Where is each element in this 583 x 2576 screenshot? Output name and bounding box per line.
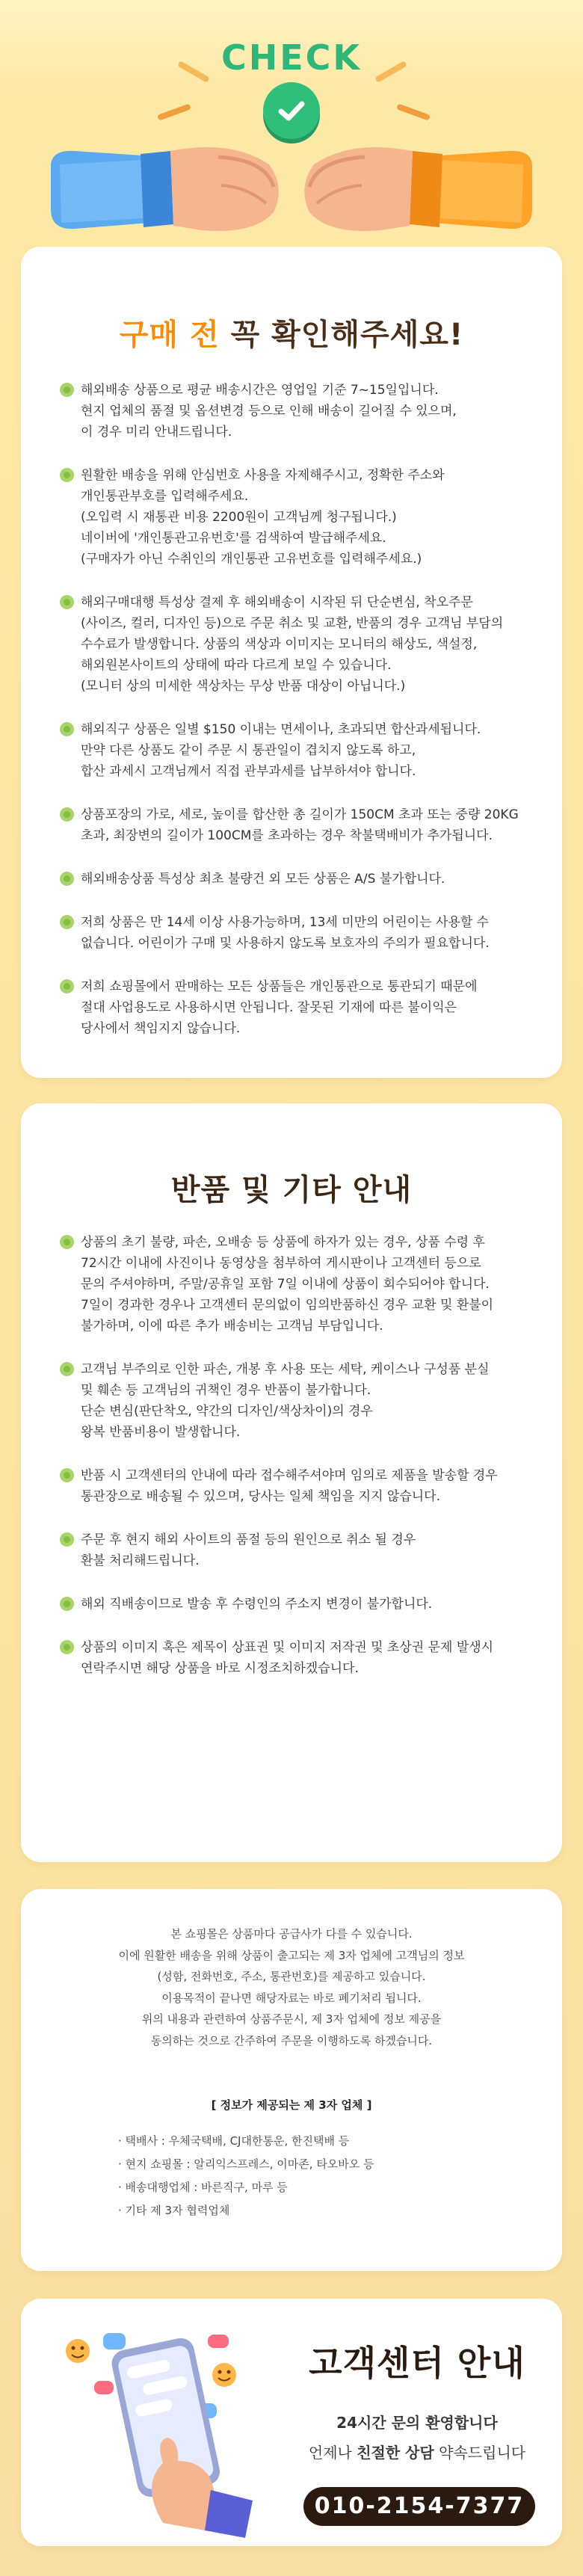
list-item: 해외직구 상품은 일별 $150 이내는 면세이나, 초과되면 합산과세됩니다. 만약 다른 상품도 같이 주문 시 통관일이 겹치지 않도록 하고, 합산 과세시 고객님께서 직접 관부과세를 납부하셔야 합니다.	[66, 719, 529, 782]
bullet-icon	[60, 872, 74, 886]
bullet-icon	[60, 595, 74, 609]
return-policy-title: 반품 및 기타 안내	[170, 1173, 413, 1207]
bullet-icon	[60, 722, 74, 736]
purchase-notice-card	[21, 247, 562, 1078]
bullet-icon	[60, 915, 74, 929]
privacy-notice-card	[21, 1889, 562, 2271]
return-policy-list	[66, 1232, 529, 1701]
purchase-notice-list	[66, 380, 529, 1061]
list-item: 주문 후 현지 해외 사이트의 품절 등의 원인으로 취소 될 경우 환불 처리해드립니다.	[66, 1529, 529, 1571]
list-item: 해외배송상품 특성상 최초 불량건 외 모든 상품은 A/S 불가합니다.	[66, 869, 529, 890]
bullet-icon	[60, 807, 74, 822]
bullet-icon	[60, 468, 74, 482]
third-party-heading: [ 정보가 제공되는 제 3자 업체 ]	[211, 2098, 372, 2112]
customer-service-title: 고객센터 안내	[309, 2343, 525, 2383]
list-item: · 현지 쇼핑몰 : 알리익스프레스, 이마존, 타오바오 등	[118, 2157, 374, 2171]
list-item: 상품포장의 가로, 세로, 높이를 합산한 총 길이가 150CM 초과 또는 중량 20KG 초과, 최장변의 길이가 100CM를 초과하는 경우 착불택배비가 추가됩니다.	[66, 804, 529, 846]
list-item: 저희 쇼핑몰에서 판매하는 모든 상품들은 개인통관으로 통관되기 때문에 절대 사업용도로 사용하시면 안됩니다. 잘못된 기재에 따른 불이익은 당사에서 책임지지 않습니다.	[66, 976, 529, 1039]
customer-service-promise: 언제나 친절한 상담 약속드립니다	[308, 2444, 526, 2462]
list-item: 상품의 초기 불량, 파손, 오배송 등 상품에 하자가 있는 경우, 상품 수령 후 72시간 이내에 사진이나 동영상을 첨부하여 게시판이나 고객센터 등으로 문의 주셔야하며, 주말/공휴일 포함 7일 이내에 상품이 회수되어야 합니다. 7일이 경과한 경우나 고객센터 문의없이 임의반품하신 경우 교환 및 환불이 불가하며, 이에 따른 추가 배송비는 고객님 부담입니다.	[66, 1232, 529, 1337]
phone-number-button[interactable]: 010-2154-7377	[303, 2487, 535, 2526]
list-item: 원활한 배송을 위해 안심번호 사용을 자제해주시고, 정확한 주소와 개인통관부호를 입력해주세요. (오입력 시 재통관 비용 2200원이 고객님께 청구됩니다.) 네이버에 '개인통관고유번호'를 검색하여 발급해주세요. (구매자가 아닌 수취인의 개인통관 고유번호를 입력해주세요.)	[66, 465, 529, 570]
purchase-notice-title: 구매 전 꼭 확인해주세요!	[119, 318, 464, 352]
phone-hand-illustration	[51, 2314, 275, 2538]
third-party-list	[118, 2130, 374, 2222]
list-item: 해외 직배송이므로 발송 후 수령인의 주소지 변경이 불가합니다.	[66, 1594, 529, 1615]
bullet-icon	[60, 1640, 74, 1654]
checkmark-icon	[263, 82, 320, 139]
bullet-icon	[60, 1597, 74, 1611]
customer-service-hours: 24시간 문의 환영합니다	[336, 2414, 498, 2432]
list-item: 상품의 이미지 혹은 제목이 상표권 및 이미지 저작권 및 초상권 문제 발생시 연락주시면 해당 상품을 바로 시정조치하겠습니다.	[66, 1637, 529, 1679]
list-item: 고객님 부주의로 인한 파손, 개봉 후 사용 또는 세탁, 케이스나 구성품 분실 및 훼손 등 고객님의 귀책인 경우 반품이 불가합니다. 단순 변심(판단착오, 약간의 디자인/색상차이)의 경우 왕복 반품비용이 발생합니다.	[66, 1359, 529, 1443]
list-item: · 기타 제 3자 협력업체	[118, 2204, 230, 2217]
bullet-icon	[60, 1362, 74, 1376]
return-policy-card	[21, 1103, 562, 1862]
bullet-icon	[60, 979, 74, 993]
left-fist-icon	[45, 135, 292, 247]
bullet-icon	[60, 1235, 74, 1249]
bullet-icon	[60, 1532, 74, 1547]
sparkle-line	[157, 103, 191, 120]
list-item: 반품 시 고객센터의 안내에 따라 접수해주셔야며 임의로 제품을 발송할 경우 통관장으로 배송될 수 있으며, 당사는 일체 책임을 지지 않습니다.	[66, 1465, 529, 1507]
customer-service-card	[21, 2299, 562, 2546]
bullet-icon	[60, 383, 74, 397]
privacy-notice-text: 본 쇼핑몰은 상품마다 공급사가 다를 수 있습니다. 이에 원활한 배송을 위해 상품이 출고되는 제 3자 업체에 고객님의 정보 (성함, 전화번호, 주소, 통관번호)를 제공하고 있습니다. 이용목적이 끝나면 해당자료는 바로 폐기처리 됩니다. 위의 내용과 관련하여 상품주문시, 제 3자 업체에 정보 제공을 동의하는 것으로 간주하여 주문을 이행하도록 하겠습니다.	[118, 1927, 465, 2047]
hero-banner	[0, 0, 583, 254]
right-fist-icon	[292, 135, 538, 247]
list-item: · 배송대행업체 : 바른직구, 마루 등	[118, 2181, 288, 2194]
check-heading: CHECK	[220, 37, 363, 78]
sparkle-line	[396, 103, 431, 120]
list-item: 저희 상품은 만 14세 이상 사용가능하며, 13세 미만의 어린이는 사용할 수 없습니다. 어린이가 구매 및 사용하지 않도록 보호자의 주의가 필요합니다.	[66, 912, 529, 954]
list-item: 해외구매대행 특성상 결제 후 해외배송이 시작된 뒤 단순변심, 착오주문 (사이즈, 컬러, 디자인 등)으로 주문 취소 및 교환, 반품의 경우 고객님 부담의 수수료가 발생합니다. 상품의 색상과 이미지는 모니터의 해상도, 색설정, 해외원본사이트의 상태에 따라 다르게 보일 수 있습니다. (모니터 상의 미세한 색상차는 무상 반품 대상이 아닙니다.)	[66, 592, 529, 697]
bullet-icon	[60, 1468, 74, 1482]
list-item: 해외배송 상품으로 평균 배송시간은 영업일 기준 7~15일입니다. 현지 업체의 품절 및 옵션변경 등으로 인해 배송이 길어질 수 있으며, 이 경우 미리 안내드립니다.	[66, 380, 529, 443]
list-item: · 택배사 : 우체국택배, CJ대한통운, 한진택배 등	[118, 2134, 350, 2148]
